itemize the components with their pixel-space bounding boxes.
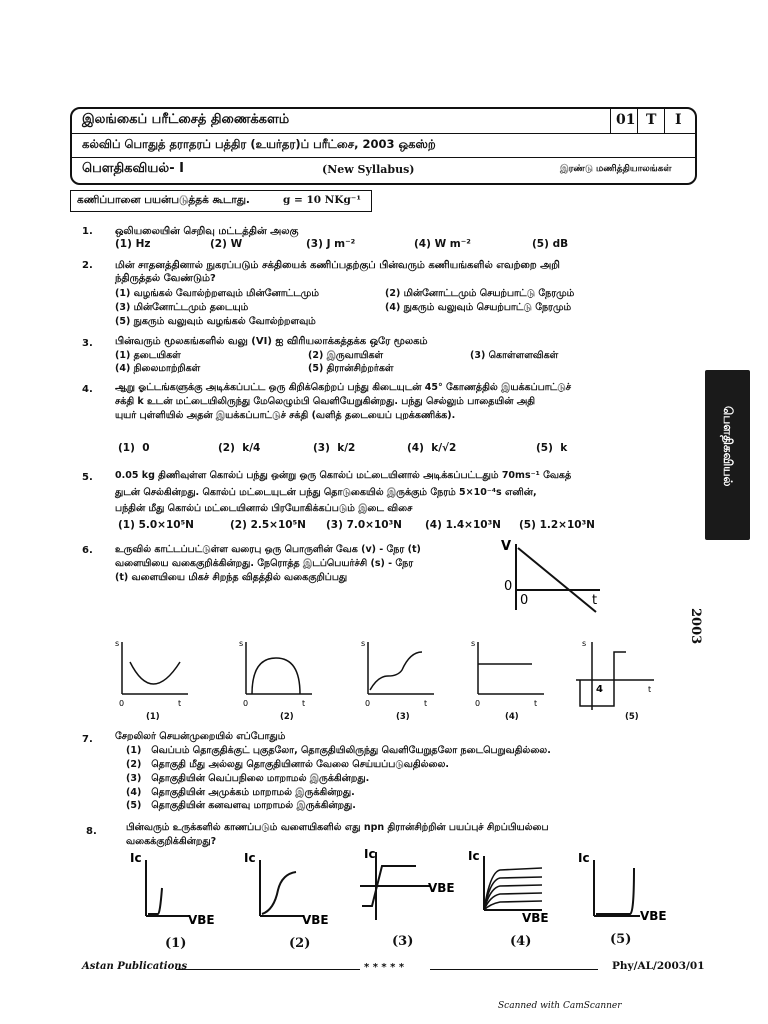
question-text: துடன் செல்கின்றது. கொல்ப் மட்டையுடன் பந்து தொடுகையில் இருக்கும் நேரம் 5×10⁻⁴s எனின், <box>115 487 537 498</box>
option-text: தடையிகள் <box>133 350 181 361</box>
option-text: J m⁻² <box>326 238 356 250</box>
transistor-graph-4 <box>466 846 570 928</box>
option-text: 7.0×10³N <box>346 519 402 531</box>
curve <box>580 652 626 706</box>
option-text: நிலைமாற்றிகள் <box>133 363 201 374</box>
code-divider <box>637 109 638 133</box>
t-axis-label: t <box>424 699 428 708</box>
footer-rule <box>176 969 360 970</box>
department-name: இலங்கைப் பரீட்சைத் திணைக்களம் <box>82 112 290 127</box>
option-label: (3) <box>396 712 410 722</box>
option-graph-3 <box>358 636 438 708</box>
option-text: 0 <box>142 442 150 454</box>
option-label: (5) <box>519 519 536 531</box>
option-label: (2) <box>385 288 401 299</box>
question-number: 2. <box>82 260 93 271</box>
option-label: (2) <box>210 238 227 250</box>
t-axis-label: t <box>648 685 652 694</box>
paper-code: Phy/AL/2003/01 <box>612 960 705 972</box>
option-text: W m⁻² <box>434 238 471 250</box>
option-text: W <box>230 238 243 250</box>
option-text: 1.2×10³N <box>539 519 595 531</box>
v-axis-label: V <box>501 539 512 554</box>
option-text: dB <box>552 238 569 250</box>
question-number: 8. <box>86 826 97 837</box>
side-year: 2003 <box>688 608 703 645</box>
t-axis-label: t <box>534 699 538 708</box>
question-text: வகைக்குறிக்கின்றது? <box>126 836 217 847</box>
option-label: (1) <box>115 238 132 250</box>
option-text: k/√2 <box>431 442 457 454</box>
code-divider <box>610 109 611 133</box>
paper-code-cell: 01 <box>616 112 636 128</box>
option-text: Hz <box>135 238 151 250</box>
paper-code-cell: T <box>646 112 657 128</box>
vbe-axis-label: VBE <box>188 913 215 927</box>
option-text: k/4 <box>242 442 261 454</box>
origin-label: 0 <box>119 699 125 708</box>
ic-axis-label: Ic <box>468 849 480 863</box>
question-number: 5. <box>82 472 93 483</box>
side-tab-label: பௌதிகவியல் <box>721 406 735 487</box>
option-text: இருவாயிகள் <box>326 350 384 361</box>
instruction-box <box>70 190 372 212</box>
duration-label: இரண்டு மணித்தியாலங்கள் <box>560 164 672 174</box>
option-label: (3) <box>126 773 142 784</box>
option-text: 2.5×10⁵N <box>250 519 306 531</box>
option-text: 1.4×10³N <box>445 519 501 531</box>
question-text: உருவில் காட்டப்பட்டுள்ள வரைபு ஒரு பொருளின் வேக (v) - நேர (t) <box>115 544 421 555</box>
s-axis-label: s <box>582 639 587 648</box>
option-text: திரான்சிற்றர்கள் <box>326 363 394 374</box>
vbe-axis-label: VBE <box>428 881 455 895</box>
question-text: யுயர் புள்ளியில் அதன் இயக்கப்பாட்டுச் சக்தி (வளித் தடையைப் புறக்கணிக்க). <box>115 410 456 421</box>
calculator-note: கணிப்பானை பயன்படுத்தக் கூடாது. <box>77 194 250 206</box>
question-text: ந்திருத்தல் வேண்டும்? <box>115 273 216 284</box>
question-number: 4. <box>82 384 93 395</box>
t-axis-label: t <box>178 699 182 708</box>
option-label: (4) <box>505 712 519 722</box>
question-number: 1. <box>82 226 93 237</box>
question-text: சக்தி k உடன் மட்டையிலிருந்து மேலெழும்பி வெளியேறுகின்றது. பந்து செல்லும் பாதையின் அதி <box>115 396 536 407</box>
curve <box>130 662 180 684</box>
option-label: (4) <box>126 787 142 798</box>
question-text: (t) வளையியை மிகச் சிறந்த விதத்தில் வகைகுறிப்பது <box>115 572 348 583</box>
vbe-axis-label: VBE <box>302 913 329 927</box>
question-text: பின்வரும் உருக்களில் காணப்படும் வளையிகளில் எது npn திரான்சிற்றின் பயப்புச் சிறப்பியல்பை <box>126 822 549 833</box>
origin-label: 0 <box>365 699 371 708</box>
option-text: நுகரும் வலுவும் செயற்பாட்டு நேரமும் <box>403 302 572 313</box>
question-text: பந்தின் மீது கொல்ப் மட்டையினால் பிரயோகிக்கப்படும் இடை விசை <box>115 503 413 514</box>
transistor-graph-1 <box>126 848 222 930</box>
option-graph-1 <box>112 636 192 708</box>
option-label: (4) <box>510 934 532 949</box>
option-label: (3) <box>392 934 414 949</box>
option-text: கொள்ளளவிகள் <box>488 350 559 361</box>
scanner-watermark: Scanned with CamScanner <box>498 1001 622 1011</box>
option-text: வழங்கல் வோல்ற்றளவும் மின்னோட்டமும் <box>133 288 319 299</box>
option-label: (1) <box>118 519 135 531</box>
ic-axis-label: Ic <box>578 851 590 865</box>
option-text: k/2 <box>337 442 356 454</box>
option-label: (2) <box>218 442 235 454</box>
option-text: தொகுதியின் கனவளவு மாறாமல் இருக்கின்றது. <box>151 800 356 811</box>
question-number: 7. <box>82 734 93 745</box>
curve <box>262 872 296 914</box>
curve <box>596 868 634 914</box>
curve <box>370 652 422 690</box>
s-axis-label: s <box>115 639 120 648</box>
option-text: வெப்பம் தொகுதிக்குட் புகுதலோ, தொகுதியிலிருந்து வெளியேறுதலோ நடைபெறுவதில்லை. <box>151 745 551 756</box>
question-text: வளையியை வகைகுறிக்கின்றது. நேரொத்த இடப்பெயர்ச்சி (s) - நேர <box>115 558 414 569</box>
question-text: ஒலியலையின் செறிவு மட்டத்தின் அலகு <box>115 226 299 237</box>
ic-axis-label: Ic <box>130 851 142 865</box>
paper-code-cell: I <box>675 112 682 128</box>
option-text: 5.0×10⁵N <box>138 519 194 531</box>
footer-rule <box>430 969 598 970</box>
option-text: மின்னோட்டமும் செயற்பாட்டு நேரமும் <box>403 288 575 299</box>
header-divider <box>72 157 695 158</box>
option-graph-4 <box>468 636 548 708</box>
option-text: நுகரும் வலுவும் வழங்கல் வோல்ற்றளவும் <box>133 316 316 327</box>
question-text: சேறலிலர் செயன்முறையில் எப்போதும் <box>115 731 286 742</box>
option-label: (5) <box>610 932 632 947</box>
vbe-axis-label: VBE <box>640 909 667 923</box>
option-label: (1) <box>165 936 187 951</box>
option-label: (1) <box>118 442 135 454</box>
option-text: தொகுதியின் வெப்பநிலை மாறாமல் இருக்கின்றது. <box>151 773 370 784</box>
option-label: (4) <box>385 302 401 313</box>
curve <box>484 901 542 910</box>
origin-label: 0 <box>475 699 481 708</box>
origin-label: 0 <box>520 593 529 608</box>
option-label: (1) <box>146 712 160 722</box>
option-label: (2) <box>308 350 324 361</box>
publisher-name: Astan Publications <box>82 961 188 972</box>
option-text: தொகுதியின் அமுக்கம் மாறாமல் இருக்கின்றது. <box>151 787 355 798</box>
velocity-time-graph <box>496 536 608 616</box>
option-label: (2) <box>289 936 311 951</box>
option-label: (3) <box>115 302 131 313</box>
question-text: பின்வரும் மூலகங்களில் வலு (VI) ஐ விரியலாக்கத்தக்க ஒரே மூலகம் <box>115 336 428 347</box>
option-label: (2) <box>230 519 247 531</box>
option-text: மின்னோட்டமும் தடையும் <box>133 302 249 313</box>
syllabus-label: (New Syllabus) <box>322 163 415 176</box>
option-label: (5) <box>536 442 553 454</box>
option-label: (3) <box>306 238 323 250</box>
option-label: (5) <box>532 238 549 250</box>
s-axis-label: s <box>361 639 366 648</box>
option-label: (5) <box>625 712 639 722</box>
option-label: (1) <box>115 350 131 361</box>
option-label: (2) <box>126 759 142 770</box>
ic-axis-label: Ic <box>244 851 256 865</box>
subject-title: பௌதிகவியல்- I <box>82 161 184 176</box>
question-text: 0.05 kg திணிவுள்ள கொல்ப் பந்து ஒன்று ஒரு கொல்ப் மட்டையினால் அடிக்கப்பட்டதும் 70ms⁻¹ வேகத் <box>115 470 572 481</box>
subject-side-tab <box>705 370 750 540</box>
option-label: (5) <box>115 316 131 327</box>
question-number: 3. <box>82 338 93 349</box>
step-label: 4 <box>596 684 603 695</box>
option-label: (2) <box>280 712 294 722</box>
question-text: மின் சாதனத்தினால் நுகரப்படும் சக்தியைக் கணிப்பதற்குப் பின்வரும் கணியங்களில் எவற்றை அறி <box>115 260 560 271</box>
option-text: k <box>560 442 568 454</box>
curve <box>252 658 300 694</box>
option-label: (5) <box>126 800 142 811</box>
vbe-axis-label: VBE <box>522 911 549 925</box>
s-axis-label: s <box>239 639 244 648</box>
option-label: (3) <box>470 350 486 361</box>
option-label: (3) <box>326 519 343 531</box>
option-label: (4) <box>414 238 431 250</box>
option-label: (5) <box>308 363 324 374</box>
option-label: (3) <box>313 442 330 454</box>
curve <box>148 888 162 914</box>
ic-axis-label: Ic <box>364 847 376 861</box>
option-label: (1) <box>126 745 142 756</box>
option-label: (4) <box>425 519 442 531</box>
exam-title: கல்விப் பொதுத் தராதரப் பத்திர (உயர்தர)ப் பரீட்சை, 2003 ஒகஸ்ற் <box>82 137 436 151</box>
question-number: 6. <box>82 545 93 556</box>
footer-stars: * * * * * <box>364 962 405 973</box>
option-graph-2 <box>236 636 316 708</box>
origin-label: 0 <box>243 699 249 708</box>
transistor-graph-5 <box>576 848 686 930</box>
option-label: (4) <box>115 363 131 374</box>
velocity-line <box>518 548 596 612</box>
transistor-graph-3 <box>356 846 460 926</box>
s-axis-label: s <box>471 639 476 648</box>
t-axis-label: t <box>302 699 306 708</box>
code-divider <box>664 109 665 133</box>
option-graph-5 <box>570 636 660 714</box>
option-text: தொகுதி மீது அல்லது தொகுதியினால் வேலை செய்யப்படுவதில்லை. <box>151 759 450 770</box>
header-divider <box>72 133 695 134</box>
exam-header-box <box>70 107 697 185</box>
option-label: (4) <box>407 442 424 454</box>
origin-label: 0 <box>504 579 513 594</box>
t-axis-label: t <box>592 593 598 608</box>
gravity-constant: g = 10 NKg⁻¹ <box>283 194 361 206</box>
question-text: ஆறு ஓட்டங்களுக்கு அடிக்கப்பட்ட ஒரு கிறிக்கெற்றப் பந்து கிடையுடன் 45° கோணத்தில் இயக்கப்பாட்டுச் <box>115 382 572 393</box>
transistor-graph-2 <box>240 848 336 930</box>
option-label: (1) <box>115 288 131 299</box>
